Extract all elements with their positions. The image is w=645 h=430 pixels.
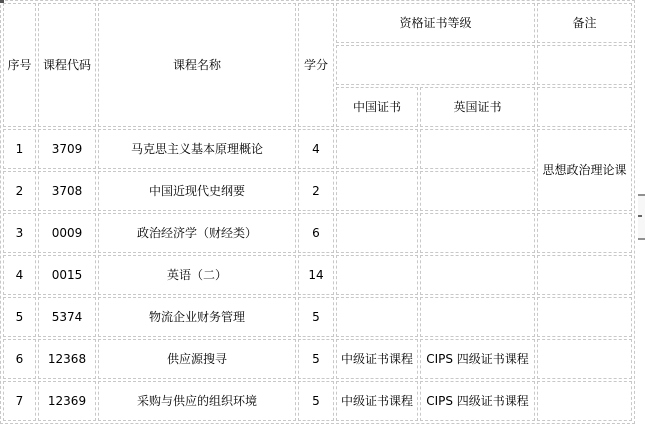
- cell-seq: 1: [3, 129, 36, 169]
- header-seq: 序号: [3, 3, 36, 127]
- cell-seq: 3: [3, 213, 36, 253]
- header-course-code: 课程代码: [38, 3, 96, 127]
- cell-cert-uk: [420, 255, 535, 295]
- table-row: [3, 339, 632, 379]
- cell-cert-cn: 中级证书课程: [336, 339, 418, 379]
- cell-cert-uk: CIPS 四级证书课程: [420, 339, 535, 379]
- cell-course-code: 0009: [38, 213, 96, 253]
- cell-remark: [537, 255, 632, 295]
- cell-cert-cn: [336, 297, 418, 337]
- cell-cert-cn: [336, 171, 418, 211]
- cell-credit: 6: [298, 213, 334, 253]
- cell-seq: 2: [3, 171, 36, 211]
- cell-seq: 6: [3, 339, 36, 379]
- cell-credit: 14: [298, 255, 334, 295]
- cell-course-name: 供应源搜寻: [98, 339, 296, 379]
- cell-credit: 5: [298, 339, 334, 379]
- cell-remark: [537, 339, 632, 379]
- scrollbar-thumb-notch: [638, 215, 642, 217]
- table-row: [3, 255, 632, 295]
- table-row: [3, 129, 632, 169]
- cell-remark: [537, 213, 632, 253]
- cell-credit: 4: [298, 129, 334, 169]
- header-remark: 备注: [537, 3, 632, 43]
- table-row: [3, 381, 632, 421]
- cell-cert-uk: CIPS 四级证书课程: [420, 381, 535, 421]
- cell-credit: 5: [298, 297, 334, 337]
- cell-course-name: 政治经济学（财经类）: [98, 213, 296, 253]
- cell-course-code: 0015: [38, 255, 96, 295]
- cell-remark: 思想政治理论课: [537, 129, 632, 211]
- header-credit: 学分: [298, 3, 334, 127]
- cell-credit: 5: [298, 381, 334, 421]
- cell-cert-cn: [336, 255, 418, 295]
- cell-course-code: 3708: [38, 171, 96, 211]
- cell-cert-uk: [420, 129, 535, 169]
- cell-cert-uk: [420, 171, 535, 211]
- table-row: [3, 297, 632, 337]
- header-row-1: [3, 3, 632, 43]
- header-cert-uk: 英国证书: [420, 87, 535, 127]
- cell-seq: 5: [3, 297, 36, 337]
- cell-course-name: 物流企业财务管理: [98, 297, 296, 337]
- table-row: [3, 213, 632, 253]
- header-cert-cn: 中国证书: [336, 87, 418, 127]
- cell-course-name: 英语（二）: [98, 255, 296, 295]
- header-course-name: 课程名称: [98, 3, 296, 127]
- cell-course-name: 中国近现代史纲要: [98, 171, 296, 211]
- cell-seq: 7: [3, 381, 36, 421]
- cell-course-name: 马克思主义基本原理概论: [98, 129, 296, 169]
- corner-artifact: [0, 0, 4, 3]
- header-cert-group: 资格证书等级: [336, 3, 535, 43]
- cell-cert-uk: [420, 297, 535, 337]
- cell-cert-uk: [420, 213, 535, 253]
- header-cert-group-spacer: [336, 45, 535, 85]
- cell-course-code: 12368: [38, 339, 96, 379]
- cell-cert-cn: [336, 129, 418, 169]
- cell-course-code: 12369: [38, 381, 96, 421]
- cell-course-name: 采购与供应的组织环境: [98, 381, 296, 421]
- cell-credit: 2: [298, 171, 334, 211]
- cell-remark: [537, 297, 632, 337]
- header-remark-spacer: [537, 87, 632, 127]
- cell-cert-cn: [336, 213, 418, 253]
- cell-cert-cn: 中级证书课程: [336, 381, 418, 421]
- cell-seq: 4: [3, 255, 36, 295]
- cell-remark: [537, 381, 632, 421]
- cell-course-code: 3709: [38, 129, 96, 169]
- scrollbar-fragment[interactable]: [638, 194, 645, 240]
- cell-course-code: 5374: [38, 297, 96, 337]
- header-remark-spacer: [537, 45, 632, 85]
